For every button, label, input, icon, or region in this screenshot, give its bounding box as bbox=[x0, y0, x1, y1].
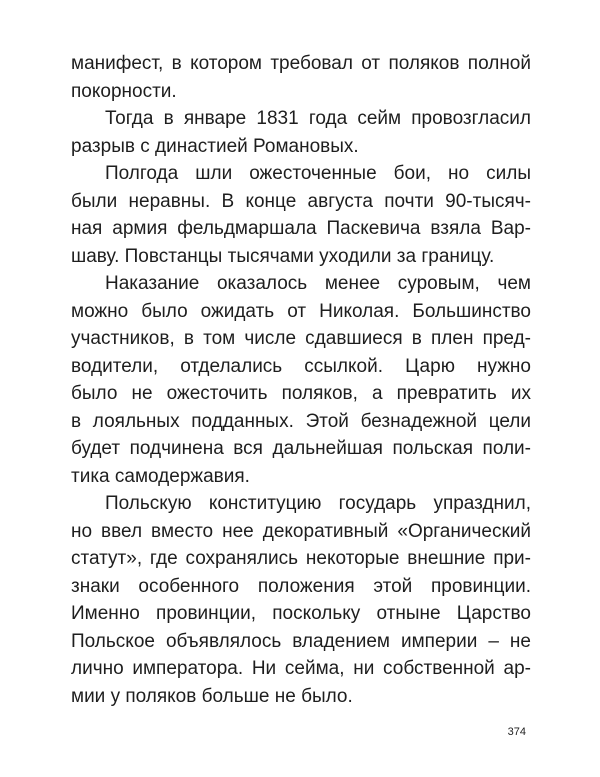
text-line: но ввел вместо нее декоративный «Органический bbox=[71, 520, 531, 542]
text-line: ная армия фельдмаршала Паскевича взяла Вар- bbox=[71, 218, 531, 239]
paragraph-3 bbox=[71, 160, 531, 270]
page-number: 374 bbox=[507, 726, 526, 738]
text-line: будет подчинена вся дальнейшая польская поли- bbox=[71, 438, 531, 459]
text-line: водители, отделались ссылкой. Царю нужно bbox=[71, 355, 531, 377]
paragraph-5 bbox=[71, 490, 531, 710]
text-line: были неравны. В конце августа почти 90-тысяч- bbox=[71, 190, 531, 212]
text-line: Польское объявлялось владением империи – не bbox=[71, 630, 531, 652]
text-line: статут», где сохранялись некоторые внешние при- bbox=[71, 548, 531, 569]
text-line: можно было ожидать от Николая. Большинство bbox=[71, 300, 531, 322]
text-line: участников, в том числе сдавшиеся в плен пред- bbox=[71, 328, 531, 349]
text-line: лично императора. Ни сейма, ни собственной ар- bbox=[71, 658, 531, 679]
text-line: Наказание оказалось менее суровым, чем bbox=[105, 273, 531, 294]
text-line: манифест, в котором требовал от поляков полной bbox=[71, 53, 531, 74]
body-text bbox=[71, 50, 531, 710]
text-line: Польскую конституцию государь упразднил, bbox=[105, 493, 531, 514]
paragraph-4 bbox=[71, 270, 531, 490]
text-line: мии у поляков больше не было. bbox=[71, 685, 353, 707]
text-line: было не ожесточить поляков, а превратить их bbox=[71, 383, 531, 404]
text-line: Тогда в январе 1831 года сейм провозгласил bbox=[105, 108, 531, 129]
text-line: разрыв с династией Романовых. bbox=[71, 135, 359, 157]
text-line: покорности. bbox=[71, 80, 177, 102]
paragraph-1 bbox=[71, 50, 531, 105]
text-line: Именно провинции, поскольку отныне Царство bbox=[71, 603, 531, 624]
text-line: тика самодержавия. bbox=[71, 465, 250, 487]
text-line: шаву. Повстанцы тысячами уходили за границу. bbox=[71, 245, 495, 267]
text-line: Полгода шли ожесточенные бои, но силы bbox=[105, 163, 531, 184]
paragraph-2 bbox=[71, 105, 531, 160]
text-line: в лояльных подданных. Этой безнадежной цели bbox=[71, 410, 531, 432]
text-line: знаки особенного положения этой провинции. bbox=[71, 575, 531, 597]
